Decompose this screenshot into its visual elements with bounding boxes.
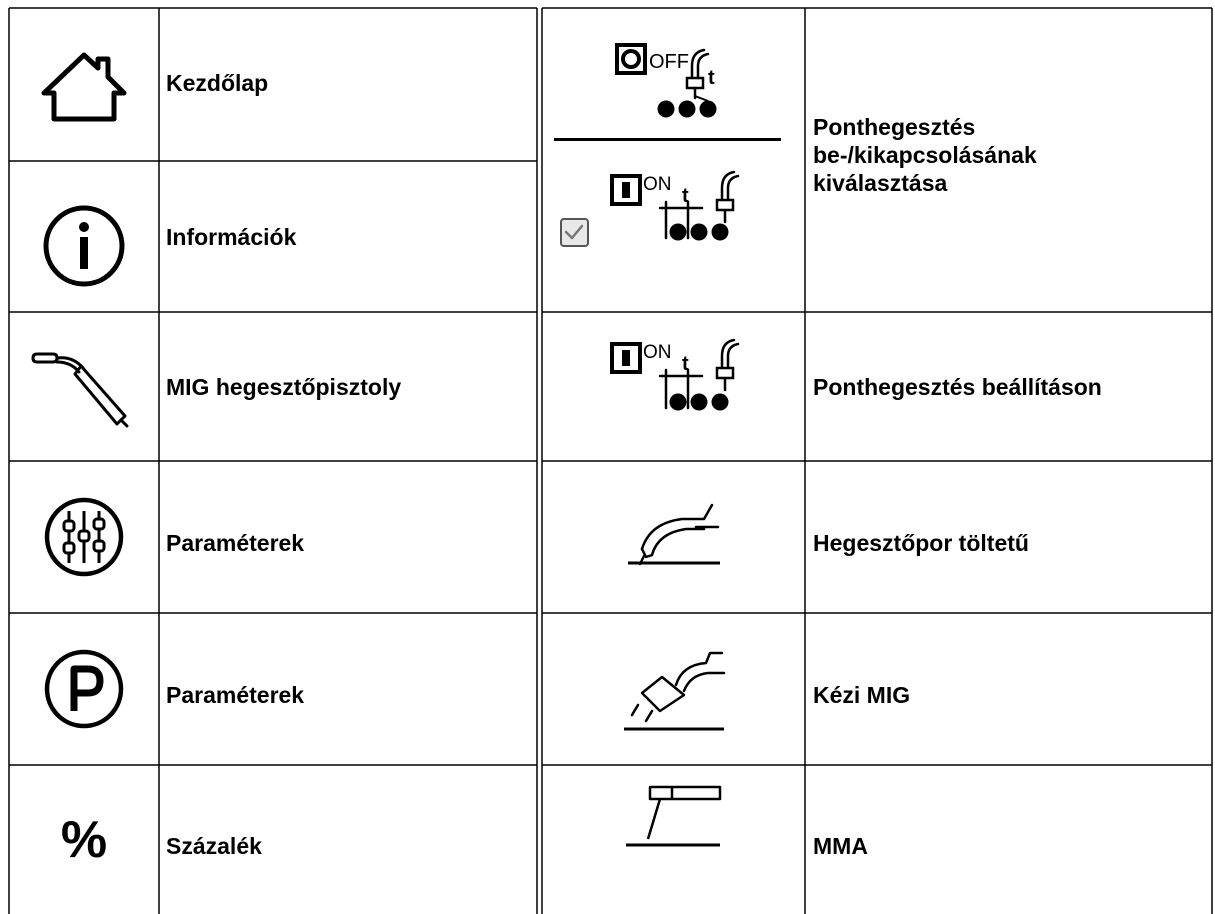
left-row-3-label: MIG hegesztőpisztoly [166, 374, 402, 400]
spot-weld-on-icon [542, 312, 805, 461]
spot-weld-off-icon [542, 8, 805, 138]
manual-mig-icon [542, 613, 805, 765]
left-row-2-label: Információk [166, 224, 297, 250]
flux-cored-icon [542, 461, 805, 613]
left-row-4-icon-cell [9, 461, 159, 613]
mig-torch-icon [29, 342, 139, 432]
off-text: OFF [649, 51, 689, 73]
left-row-6-icon-cell [9, 765, 159, 914]
info-circle-icon [42, 204, 126, 288]
right-row-3-label: Hegesztőpor töltetű [813, 530, 1029, 556]
time-symbol: t [708, 67, 715, 89]
left-row-3-icon-cell [9, 312, 159, 461]
left-row-1-icon-cell [9, 8, 159, 161]
left-row-2-icon-cell [9, 161, 159, 312]
on-text-2: ON [643, 342, 672, 363]
sliders-circle-icon [42, 495, 126, 579]
right-row-1-label: Ponthegesztés be-/kikapcsolásának kiválasztása [813, 114, 1037, 196]
time-symbol-on: t [682, 185, 689, 207]
selected-checkbox[interactable] [560, 218, 589, 247]
left-row-5-icon-cell [9, 613, 159, 765]
spot-weld-on-icon-selected [542, 150, 805, 280]
time-symbol-2: t [682, 353, 689, 375]
percent-icon: % [60, 810, 108, 869]
right-row-2-icon-cell [542, 312, 805, 461]
mma-electrode-icon [542, 765, 805, 914]
right-row-5-icon-cell [542, 765, 805, 914]
left-row-4-label: Paraméterek [166, 530, 305, 556]
p-circle-icon [42, 647, 126, 731]
spot-weld-toggle-icon [542, 8, 805, 312]
toggle-divider [554, 138, 781, 141]
left-row-6-label: Százalék [166, 833, 262, 859]
right-row-4-icon-cell [542, 613, 805, 765]
right-row-4-label: Kézi MIG [813, 682, 911, 708]
right-row-2-label: Ponthegesztés beállításon [813, 374, 1102, 400]
left-row-1-label: Kezdőlap [166, 70, 269, 96]
right-row-5-label: MMA [813, 833, 868, 859]
house-icon [34, 45, 134, 125]
right-row-3-icon-cell [542, 461, 805, 613]
left-row-5-label: Paraméterek [166, 682, 305, 708]
on-text: ON [643, 174, 672, 195]
checkmark-icon [562, 220, 586, 244]
